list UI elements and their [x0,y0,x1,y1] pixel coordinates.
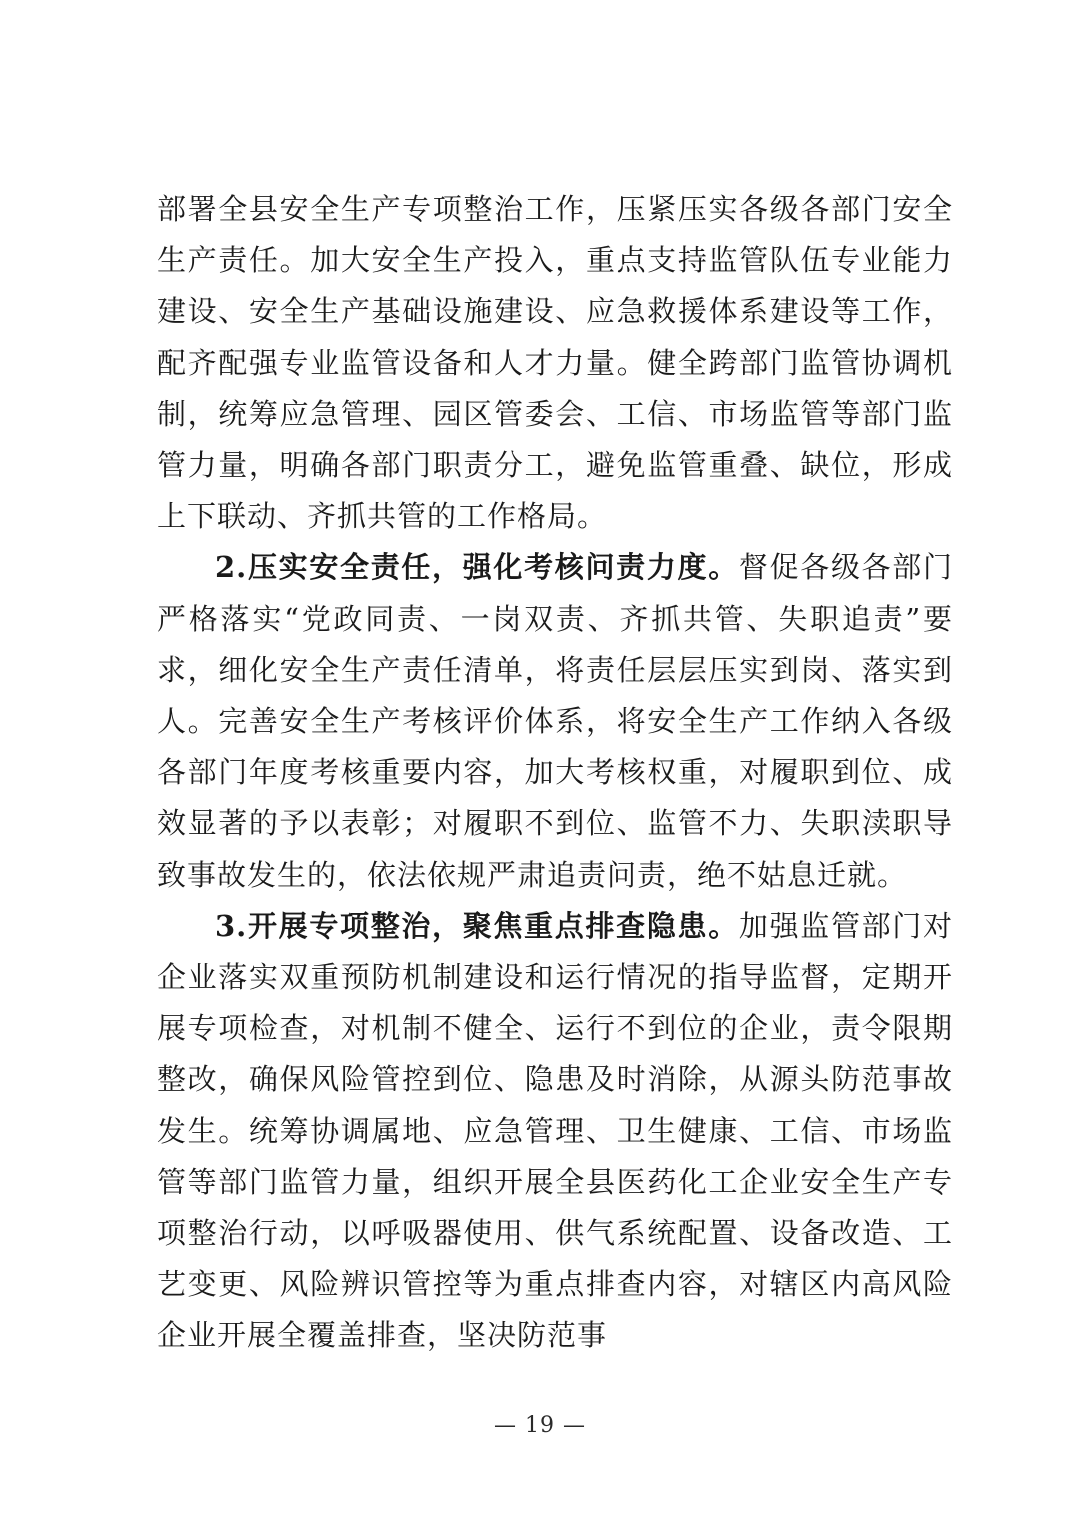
paragraph-2 [157,542,953,900]
paragraph-2-body: 督促各级各部门严格落实“党政同责、一岗双责、齐抓共管、失职追责”要求，细化安全生产责任清单，将责任层层压实到岗、落实到人。完善安全生产考核评价体系，将安全生产工作纳入各级各部门年度考核重要内容，加大考核权重，对履职到位、成效显著的予以表彰；对履职不到位、监管不力、失职渎职导致事故发生的，依法依规严肃追责问责，绝不姑息迁就。 [157,550,953,892]
paragraph-2-heading: 2.压实安全责任，强化考核问责力度。 [215,550,739,585]
paragraph-1-body: 部署全县安全生产专项整治工作，压紧压实各级各部门安全生产责任。加大安全生产投入，重点支持监管队伍专业能力建设、安全生产基础设施建设、应急救援体系建设等工作，配齐配强专业监管设备和人才力量。健全跨部门监管协调机制，统筹应急管理、园区管委会、工信、市场监管等部门监管力量，明确各部门职责分工，避免监管重叠、缺位，形成上下联动、齐抓共管的工作格局。 [157,192,953,534]
paragraph-3-body: 加强监管部门对企业落实双重预防机制建设和运行情况的指导监督，定期开展专项检查，对机制不健全、运行不到位的企业，责令限期整改，确保风险管控到位、隐患及时消除，从源头防范事故发生。统筹协调属地、应急管理、卫生健康、工信、市场监管等部门监管力量，组织开展全县医药化工企业安全生产专项整治行动，以呼吸器使用、供气系统配置、设备改造、工艺变更、风险辨识管控等为重点排查内容，对辖区内高风险企业开展全覆盖排查，坚决防范事 [157,908,953,1353]
paragraph-3-heading: 3.开展专项整治，聚焦重点排查隐患。 [215,908,739,943]
page-number: — 19 — [494,1413,586,1438]
body-text [157,184,953,1362]
paragraph-3 [157,901,953,1362]
paragraph-1 [157,184,953,542]
